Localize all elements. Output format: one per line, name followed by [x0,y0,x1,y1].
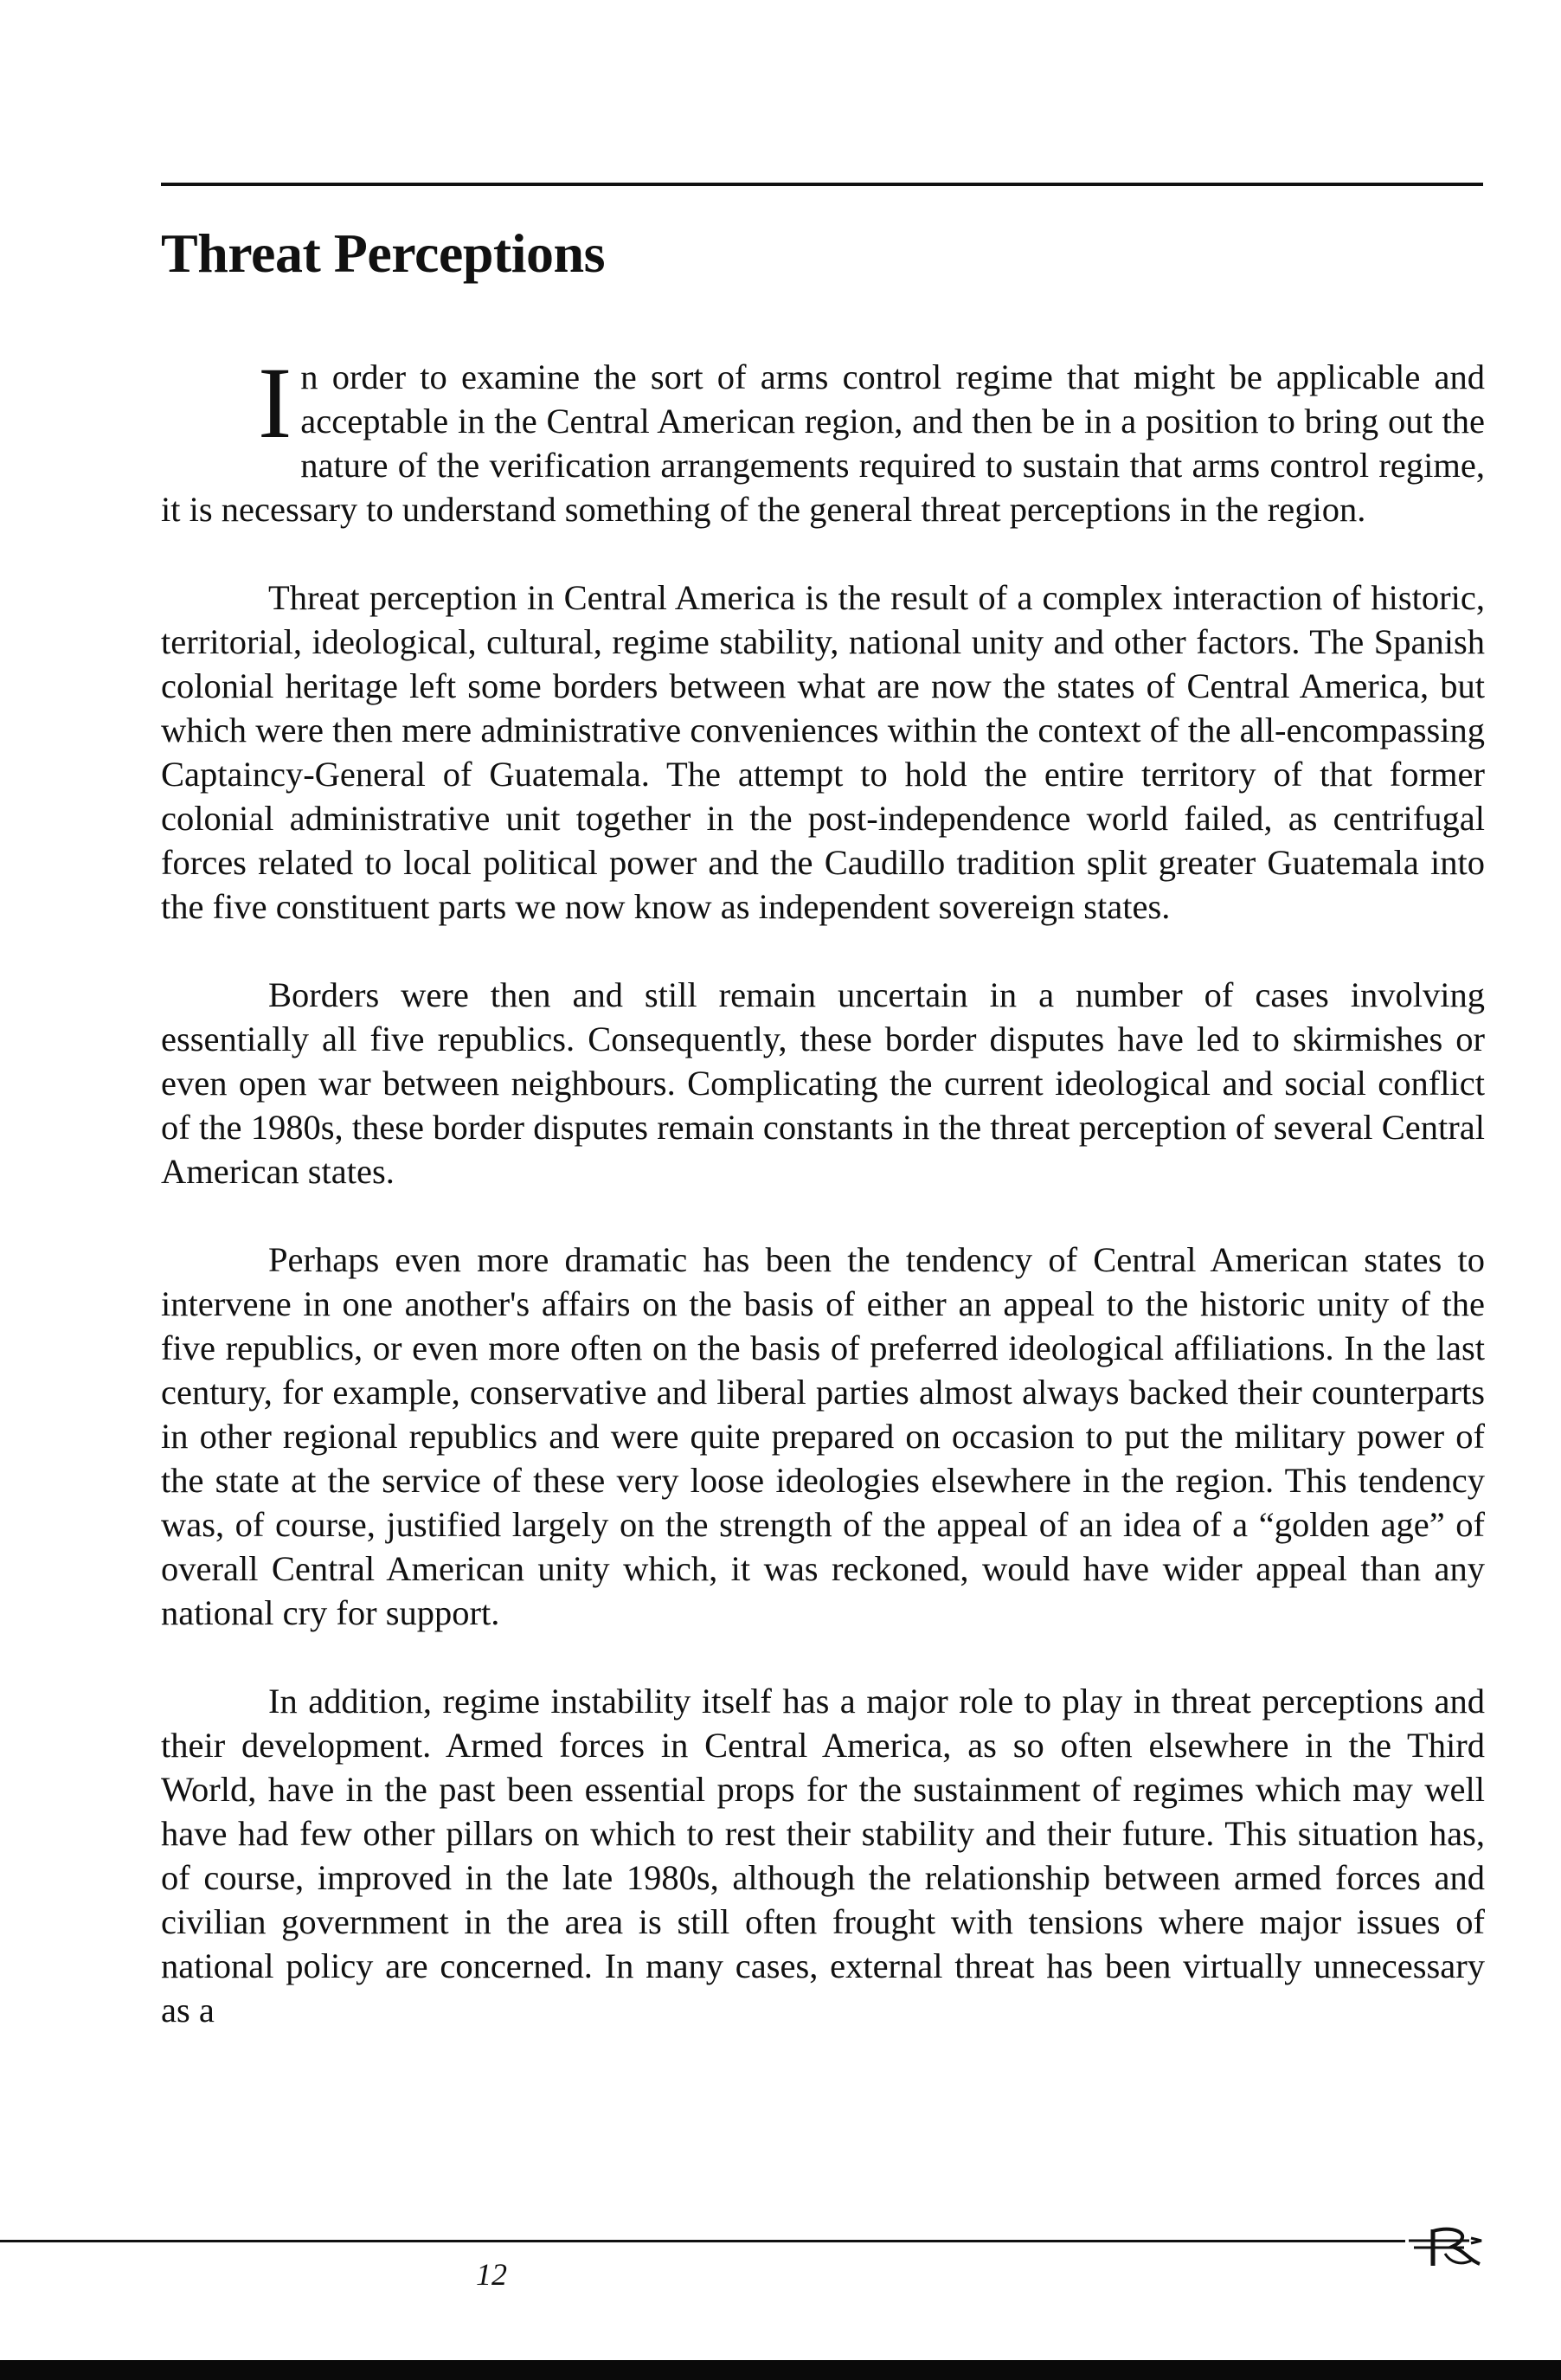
page-number: 12 [476,2257,507,2292]
publisher-logo-icon [1407,2221,1485,2273]
paragraph-4: Perhaps even more dramatic has been the tendency of Central American states to intervene in one another's affairs on the basis of either an appeal to the historic unity of the five republics, or even more often on the basis of preferred ideological affiliations. In the last century, for example, conservative and liberal parties almost always backed their counterparts in other regional republics and were quite prepared on occasion to put the military power of the state at the service of these very loose ideologies elsewhere in the region. This tendency was, of course, justified largely on the strength of the appeal of an idea of a “golden age” of overall Central American unity which, it was reckoned, would have wider appeal than any national cry for support. [161,1240,1485,1632]
paragraph-2: Threat perception in Central America is the result of a complex interaction of historic, territorial, ideological, cultural, regime stability, national unity and other factors. The Spanish colonial heritage left some borders between what are now the states of Central America, but which were then mere administrative conveniences within the context of the all-encompassing Captaincy-General of Guatemala. The attempt to hold the entire territory of that former colonial administrative unit together in the post-independence world failed, as centrifugal forces related to local political power and the Caudillo tradition split greater Guatemala into the five constituent parts we now know as independent sovereign states. [161,578,1485,926]
page-title: Threat Perceptions [161,222,605,284]
footer-rule [0,2240,1405,2242]
bottom-edge-band [0,2360,1561,2380]
paragraph-1 [161,346,1485,531]
drop-cap: I [258,346,292,460]
paragraph-1-text: n order to examine the sort of arms control regime that might be applicable and acceptable in the Central American region, and then be in a position to bring out the nature of the verification arrangements required to sustain that arms control regime, it is necessary to understand something of the general threat perceptions in the region. [161,357,1485,529]
paragraph-3: Borders were then and still remain uncertain in a number of cases involving essentially all five republics. Consequently, these border disputes have led to skirmishes or even open war between neighbours. Complicating the current ideological and social conflict of the 1980s, these border disputes remain constants in the threat perception of several Central American states. [161,975,1485,1191]
paragraph-5: In addition, regime instability itself has a major role to play in threat perceptions and their development. Armed forces in Central America, as so often elsewhere in the Third World, have in the past been essential props for the sustainment of regimes which may well have had few other pillars on which to rest their stability and their future. This situation has, of course, improved in the late 1980s, although the relationship between armed forces and civilian government in the area is still often frought with tensions where major issues of national policy are concerned. In many cases, external threat has been virtually unnecessary as a [161,1682,1485,2029]
body-text [161,346,1485,2032]
top-rule [161,183,1483,186]
